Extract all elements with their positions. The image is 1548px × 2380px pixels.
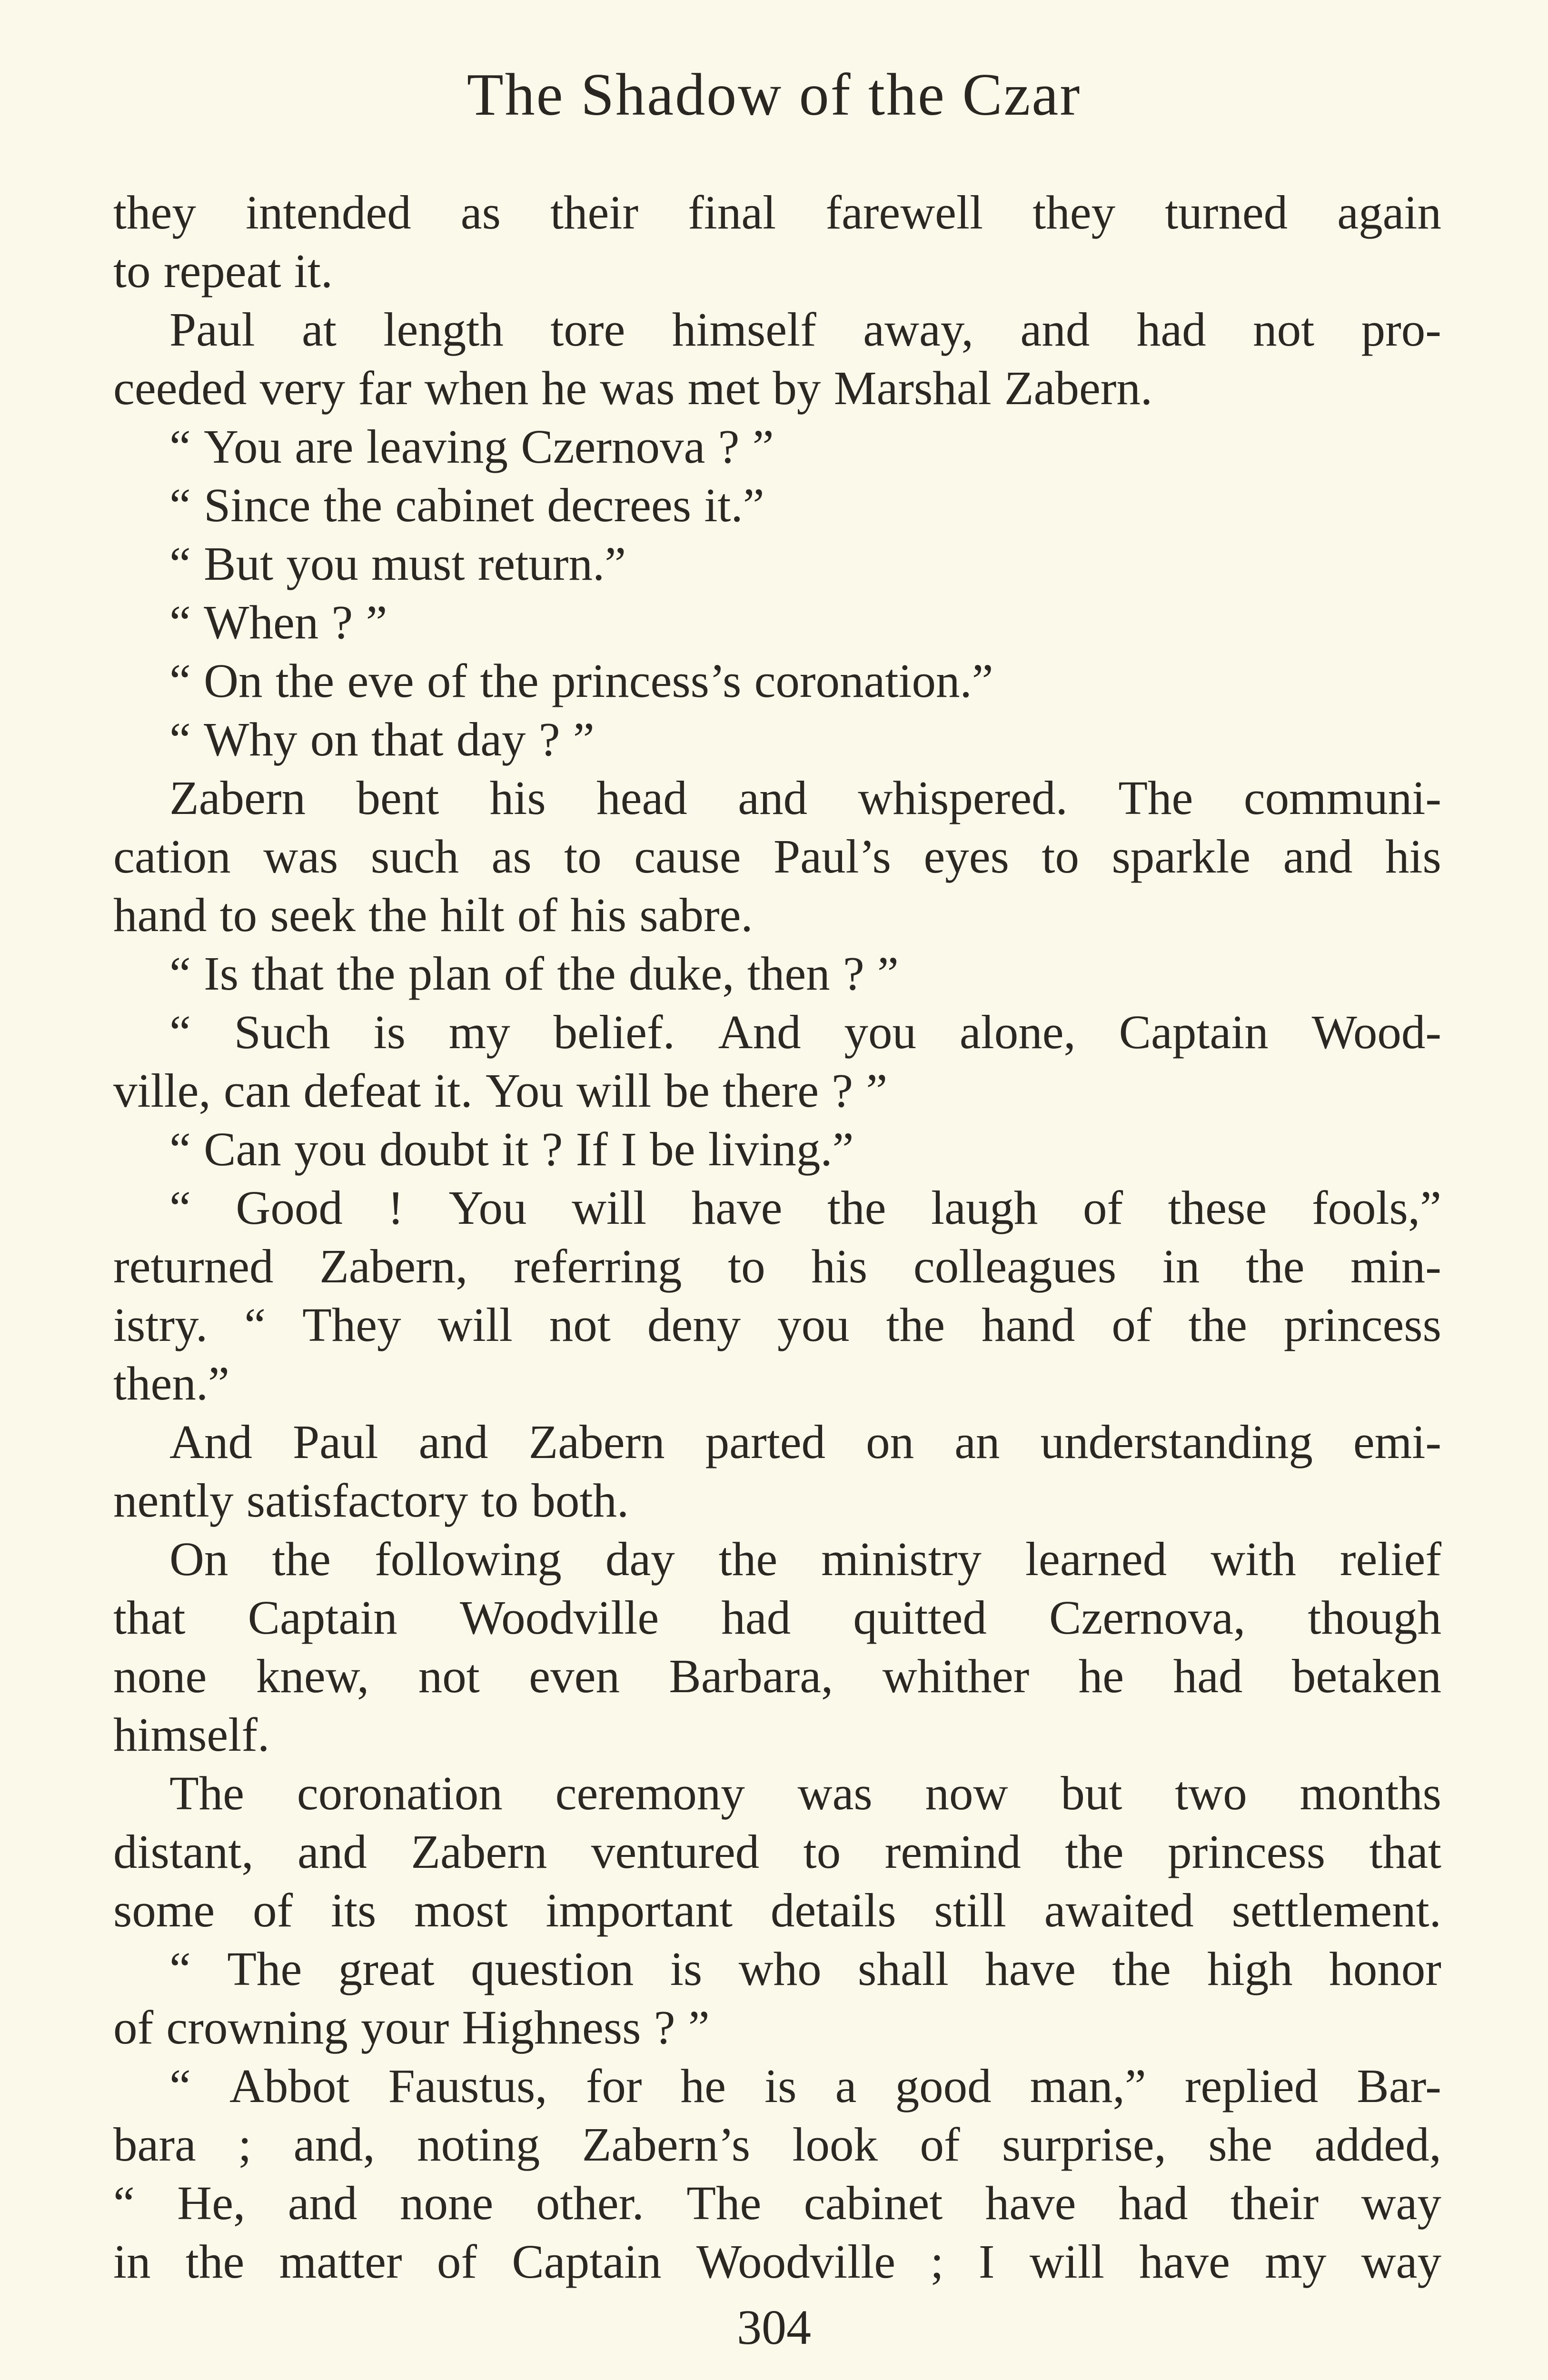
text-line: that Captain Woodville had quitted Czernova, though xyxy=(113,1591,1441,1644)
text-line: hand to seek the hilt of his sabre. xyxy=(113,888,753,942)
text-line: Paul at length tore himself away, and had not pro- xyxy=(169,303,1441,356)
text-line: none knew, not even Barbara, whither he had betaken xyxy=(113,1649,1441,1703)
text-line: And Paul and Zabern parted on an understanding emi- xyxy=(169,1415,1441,1468)
text-line: bara ; and, noting Zabern’s look of surprise, she added, xyxy=(113,2118,1441,2171)
text-line: The coronation ceremony was now but two months xyxy=(169,1766,1441,1820)
text-line: himself. xyxy=(113,1708,270,1761)
text-line: “ Why on that day ? ” xyxy=(169,713,595,766)
text-line: “ When ? ” xyxy=(169,595,387,649)
text-line: “ You are leaving Czernova ? ” xyxy=(169,420,774,473)
text-line: On the following day the ministry learned with relief xyxy=(169,1532,1441,1586)
text-line: nently satisfactory to both. xyxy=(113,1474,629,1527)
text-line: distant, and Zabern ventured to remind the princess that xyxy=(113,1825,1441,1878)
text-line: some of its most important details still awaited settlement. xyxy=(113,1884,1441,1937)
text-line: “ Can you doubt it ? If I be living.” xyxy=(169,1122,854,1176)
text-line: “ Good ! You will have the laugh of these fools,” xyxy=(169,1181,1441,1234)
text-line: returned Zabern, referring to his colleagues in the min- xyxy=(113,1240,1441,1293)
text-line: “ Is that the plan of the duke, then ? ” xyxy=(169,947,899,1000)
text-line: “ Since the cabinet decrees it.” xyxy=(169,478,764,532)
text-line: “ Abbot Faustus, for he is a good man,” replied Bar- xyxy=(169,2059,1441,2112)
page-number: 304 xyxy=(737,2300,811,2355)
text-line: they intended as their final farewell they turned again xyxy=(113,186,1441,239)
text-line: in the matter of Captain Woodville ; I will have my way xyxy=(113,2235,1441,2288)
text-line: ville, can defeat it. You will be there ? ” xyxy=(113,1064,888,1117)
body-text xyxy=(113,183,1441,2291)
text-line: cation was such as to cause Paul’s eyes to sparkle and his xyxy=(113,830,1441,883)
text-line: “ He, and none other. The cabinet have had their way xyxy=(113,2176,1441,2230)
text-line: Zabern bent his head and whispered. The communi- xyxy=(169,771,1441,824)
text-line: to repeat it. xyxy=(113,244,333,298)
text-line: “ On the eve of the princess’s coronation.” xyxy=(169,654,993,707)
text-line: of crowning your Highness ? ” xyxy=(113,2001,710,2054)
text-line: ceeded very far when he was met by Marshal Zabern. xyxy=(113,361,1153,415)
running-head: The Shadow of the Czar xyxy=(466,62,1082,128)
text-line: “ Such is my belief. And you alone, Captain Wood- xyxy=(169,1005,1441,1059)
text-line: istry. “ They will not deny you the hand of the princess xyxy=(113,1298,1441,1351)
text-line: “ The great question is who shall have the high honor xyxy=(169,1942,1441,1995)
text-line: “ But you must return.” xyxy=(169,537,626,590)
text-line: then.” xyxy=(113,1357,229,1410)
